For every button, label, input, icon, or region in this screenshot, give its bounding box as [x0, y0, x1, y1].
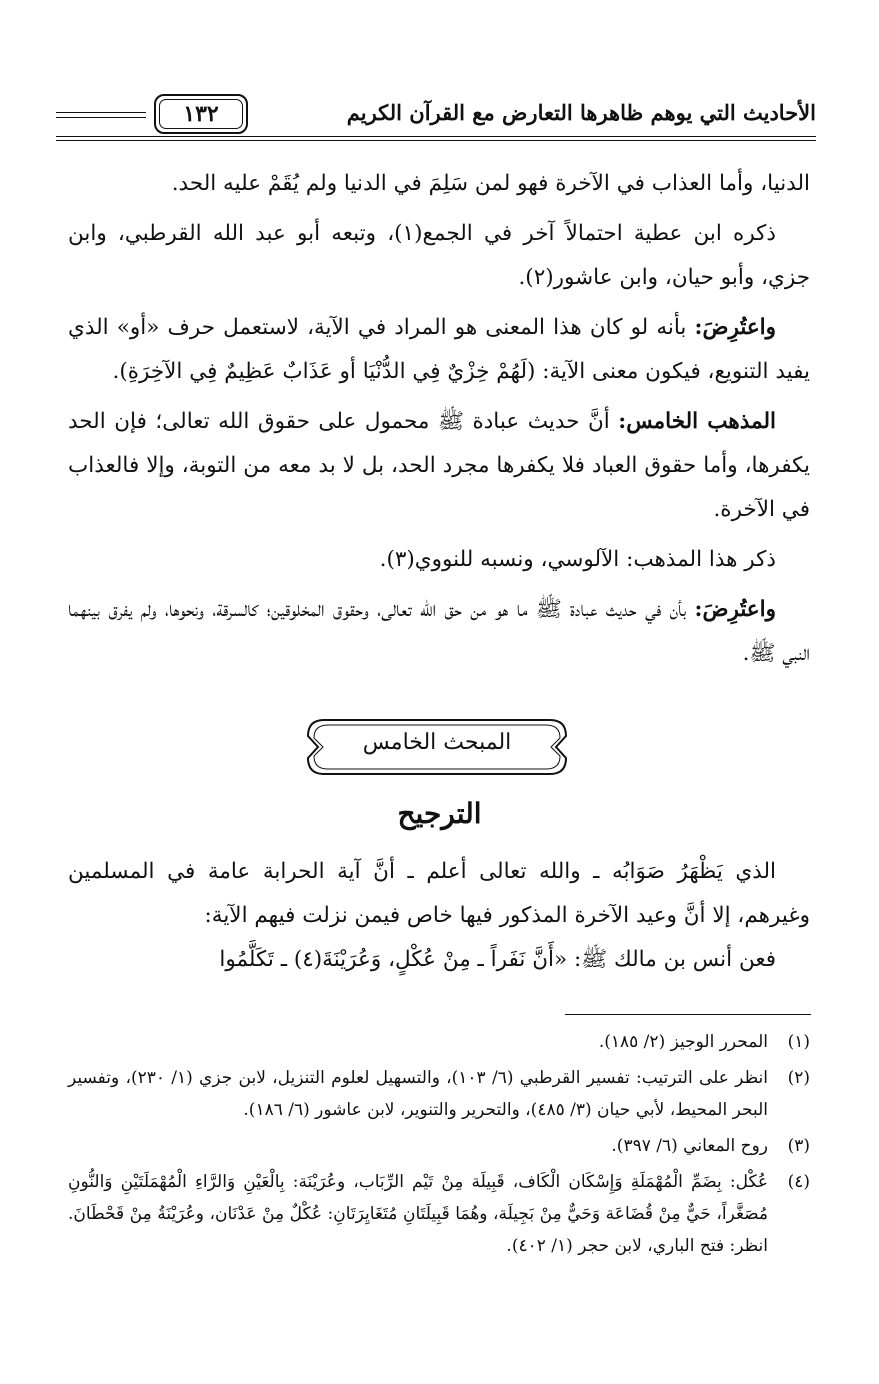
- footnote-number: (١): [787, 1032, 810, 1052]
- paragraph: [68, 588, 810, 676]
- school-label: المذهب الخامس:: [618, 409, 776, 434]
- running-title: الأحاديث التي يوهم ظاهرها التعارض مع القرآن الكريم: [346, 100, 816, 125]
- paragraph: الذي يَظْهَرُ صَوَابُه ـ والله تعالى أعلم ـ أنَّ آية الحرابة عامة في المسلمين وغيرهم، إلا أنَّ وعيد الآخرة المذكور فيها خاص فيمن نزلت فيهم الآية:: [68, 859, 810, 928]
- main-text: [68, 162, 810, 676]
- paragraph: الدنيا، وأما العذاب في الآخرة فهو لمن سَلِمَ في الدنيا ولم يُقَمْ عليه الحد.: [171, 171, 810, 196]
- footnote: [68, 1026, 810, 1058]
- paragraph: ذكره ابن عطية احتمالاً آخر في الجمع(١)، وتبعه أبو عبد الله القرطبي، وابن جزي، وأبو حيان، وابن عاشور(٢).: [68, 221, 810, 290]
- footnote-rule: [565, 1014, 811, 1015]
- paragraph: ذكر هذا المذهب: الآلوسي، ونسبه للنووي(٣).: [379, 547, 776, 572]
- footnote-number: (٢): [787, 1068, 810, 1088]
- footnote: [68, 1130, 810, 1162]
- header-ornament-lines: [56, 112, 146, 118]
- footnotes: [68, 1026, 810, 1266]
- footnote-text: المحرر الوجيز (٢/ ١٨٥).: [598, 1032, 768, 1052]
- paragraph: فعن أنس بن مالك ﷺ: «أَنَّ نَفَراً ـ مِنْ عُكْلٍ، وَعُرَيْنَةَ(٤) ـ تَكَلَّمُوا: [219, 947, 776, 972]
- paragraph-text: بأن في حديث عبادة ﷺ ما هو من حق الله تعالى، وحقوق المخلوقين؛ كالسرقة، ونحوها، ولم يفرق بينهما النبي ﷺ.: [68, 597, 810, 666]
- footnote-number: (٤): [787, 1172, 810, 1192]
- footnote-number: (٣): [787, 1136, 810, 1156]
- paragraph: [68, 306, 810, 394]
- footnote: [68, 1062, 810, 1126]
- page-header: [56, 92, 816, 142]
- footnote: [68, 1166, 810, 1262]
- footnote-text: روح المعاني (٦/ ٣٩٧).: [611, 1136, 768, 1156]
- paragraph: [68, 400, 810, 532]
- main-text-continued: [68, 850, 810, 982]
- header-rule: [56, 136, 816, 141]
- page-number: ١٣٢: [154, 94, 248, 134]
- objection-label: واعتُرِضَ:: [694, 315, 777, 340]
- section-label: المبحث الخامس: [362, 730, 512, 755]
- objection-label: واعتُرِضَ:: [694, 597, 776, 622]
- footnote-text: عُكْل: بِضَمِّ الْمُهْمَلَةِ وَإِسْكَان الْكَاف، قَبِيلَة مِنْ تَيْم الرِّبَاب، وعُرَيْنَة: بِالْعَيْنِ وَالرَّاءِ الْمُهْمَلَتَيْنِ وَالنُّونِ مُصَغَّراً، حَيٌّ مِنْ قُضَاعَة وَحَيٌّ مِنْ بَجِيلَة، وهُمَا قَبِيلَتَانِ مُتَغَايِرَتَانِ: عُكْلٌ مِنْ عَدْنَان، وعُرَيْنَةُ مِنْ قَحْطَانَ. انظر: فتح الباري، لابن حجر (١/ ٤٠٢).: [68, 1172, 768, 1256]
- section-heading: الترجيح: [397, 797, 482, 830]
- paragraph-text: بأنه لو كان هذا المعنى هو المراد في الآية، لاستعمل حرف «أو» الذي يفيد التنويع، فيكون معنى الآية: (لَهُمْ خِزْيٌ فِي الدُّنْيَا أو عَذَابٌ عَظِيمٌ فِي الآخِرَةِ).: [68, 315, 810, 384]
- footnote-text: انظر على الترتيب: تفسير القرطبي (٦/ ١٠٣)، والتسهيل لعلوم التنزيل، لابن جزي (١/ ٢٣٠)، وتفسير البحر المحيط، لأبي حيان (٣/ ٤٨٥)، والتحرير والتنوير، لابن عاشور (٦/ ١٨٦).: [68, 1068, 768, 1120]
- section-title-box: [304, 716, 570, 778]
- paragraph-text: أنَّ حديث عبادة ﷺ محمول على حقوق الله تعالى؛ فإن الحد يكفرها، وأما حقوق العباد فلا يكفرها مجرد الحد، بل لا بد معه من التوبة، وإلا فالعذاب في الآخرة.: [68, 409, 811, 522]
